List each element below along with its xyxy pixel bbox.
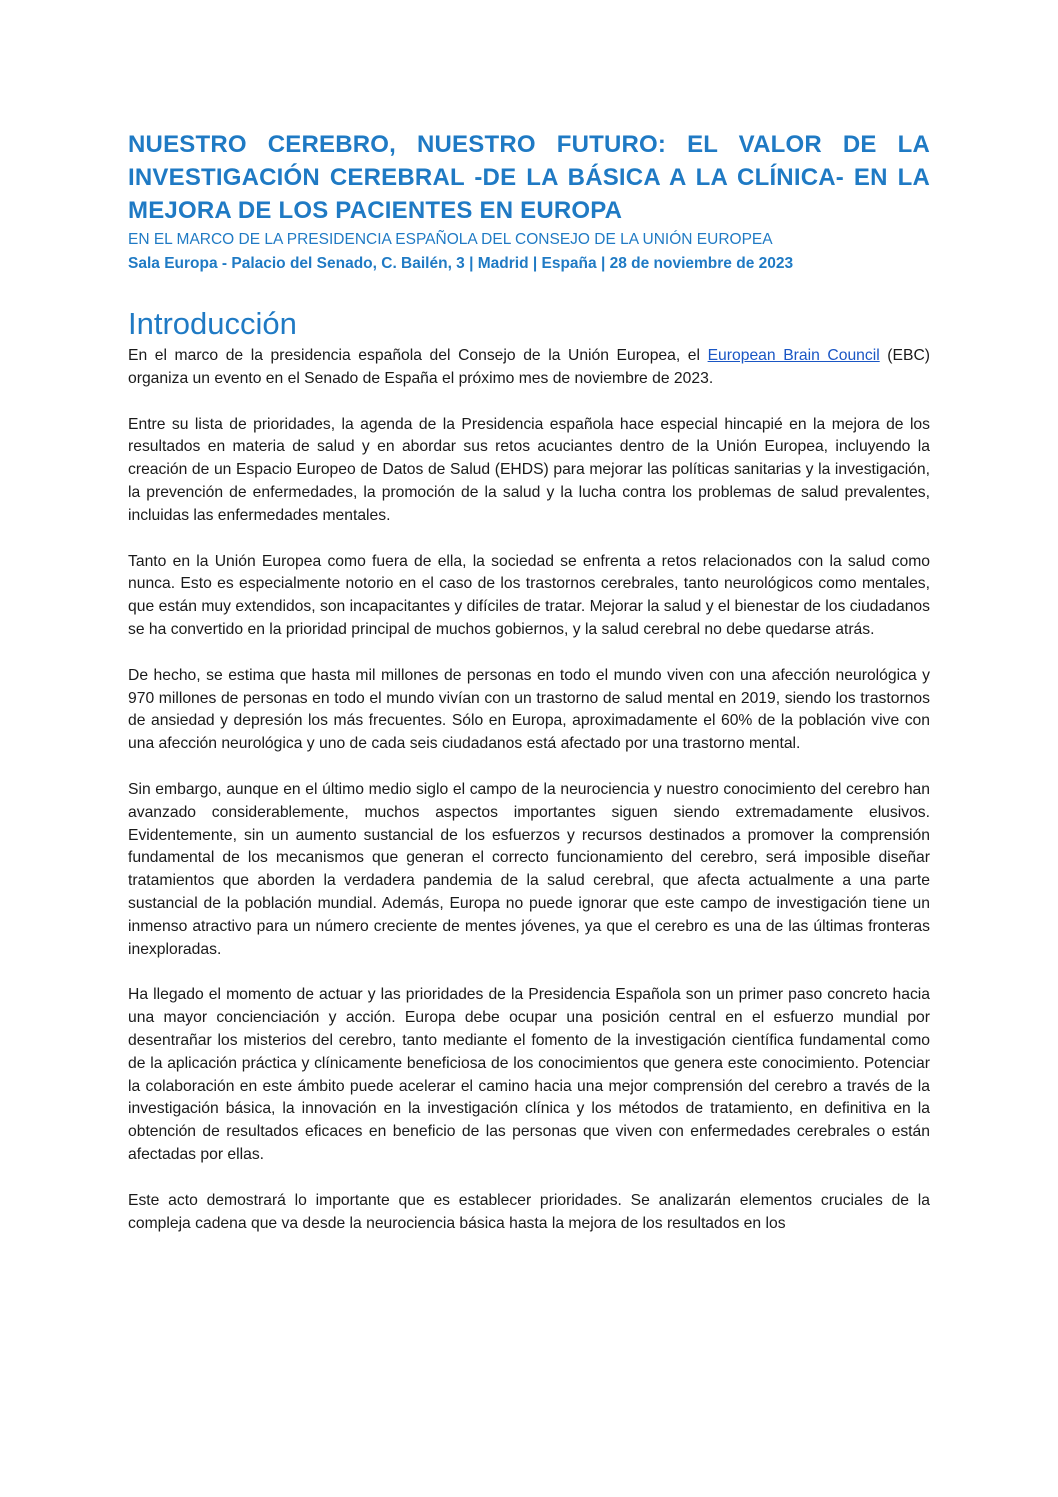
paragraph-6: Ha llegado el momento de actuar y las prioridades de la Presidencia Española son un primer paso concreto hacia una mayor concienciación y acción. Europa debe ocupar una posición central en el esfuerzo mundial por desentrañar los misterios del cerebro, tanto mediante el fomento de la investigación científica fundamental como de la aplicación práctica y clínicamente beneficiosa de los conocimientos que genera este conocimiento. Potenciar la colaboración en este ámbito puede acelerar el camino hacia una mejor comprensión del cerebro a través de la investigación básica, la innovación en la investigación clínica y los métodos de tratamiento, en definitiva en la obtención de resultados eficaces en beneficio de las personas que viven con enfermedades cerebrales o están afectadas por ellas. bbox=[128, 986, 930, 1163]
european-brain-council-link[interactable]: European Brain Council bbox=[707, 347, 880, 364]
paragraph-3: Tanto en la Unión Europea como fuera de ella, la sociedad se enfrenta a retos relacionados con la salud como nunca. Esto es especialmente notorio en el caso de los trastornos cerebrales, tanto neurológicos como mentales, que están muy extendidos, son incapacitantes y difíciles de tratar. Mejorar la salud y el bienestar de los ciudadanos se ha convertido en la prioridad principal de muchos gobiernos, y la salud cerebral no debe quedarse atrás. bbox=[128, 552, 930, 638]
document-title: NUESTRO CEREBRO, NUESTRO FUTURO: EL VALOR DE LA INVESTIGACIÓN CEREBRAL -DE LA BÁSICA A LA CLÍNICA- EN LA MEJORA DE LOS PACIENTES EN EUROPA bbox=[128, 131, 930, 224]
section-heading-introduccion: Introducción bbox=[128, 306, 297, 341]
event-venue-date: Sala Europa - Palacio del Senado, C. Bailén, 3 | Madrid | España | 28 de noviembre de 2023 bbox=[128, 255, 794, 272]
paragraph-5: Sin embargo, aunque en el último medio siglo el campo de la neurociencia y nuestro conocimiento del cerebro han avanzado considerablemente, muchos aspectos importantes siguen siendo extremadamente elusivos. Evidentemente, sin un aumento sustancial de los esfuerzos y recursos destinados a promover la comprensión fundamental de los mecanismos que generan el correcto funcionamiento del cerebro, será imposible diseñar tratamientos que aborden la verdadera pandemia de la salud cerebral, que afecta actualmente a una parte sustancial de la población mundial. Además, Europa no puede ignorar que este campo de investigación tiene un inmenso atractivo para un número creciente de mentes jóvenes, ya que el cerebro es una de las últimas fronteras inexploradas. bbox=[128, 780, 930, 958]
paragraph-2: Entre su lista de prioridades, la agenda de la Presidencia española hace especial hincapié en la mejora de los resultados en materia de salud y en abordar sus retos acuciantes dentro de la Unión Europea, incluyendo la creación de un Espacio Europeo de Datos de Salud (EHDS) para mejorar las políticas sanitarias y la investigación, la prevención de enfermedades, la promoción de la salud y la lucha contra los problemas de salud prevalentes, incluidas las enfermedades mentales. bbox=[128, 415, 930, 524]
paragraph-7: Este acto demostrará lo importante que es establecer prioridades. Se analizarán elementos cruciales de la compleja cadena que va desde la neurociencia básica hasta la mejora de los resultados en los bbox=[128, 1191, 930, 1232]
paragraph-1-text-start: En el marco de la presidencia española del Consejo de la Unión Europea, el bbox=[128, 347, 708, 364]
paragraph-4: De hecho, se estima que hasta mil millones de personas en todo el mundo viven con una afección neurológica y 970 millones de personas en todo el mundo vivían con un trastorno de salud mental en 2019, siendo los trastornos de ansiedad y depresión los más frecuentes. Sólo en Europa, aproximadamente el 60% de la población vive con una afección neurológica y uno de cada seis ciudadanos está afectado por una trastorno mental. bbox=[128, 666, 930, 753]
document-page bbox=[128, 128, 930, 1235]
paragraph-1-text-end: (EBC) organiza un evento en el Senado de España el próximo mes de noviembre de 2023. bbox=[128, 347, 930, 387]
paragraph-1 bbox=[128, 345, 930, 391]
document-subtitle: EN EL MARCO DE LA PRESIDENCIA ESPAÑOLA DEL CONSEJO DE LA UNIÓN EUROPEA bbox=[128, 231, 773, 248]
